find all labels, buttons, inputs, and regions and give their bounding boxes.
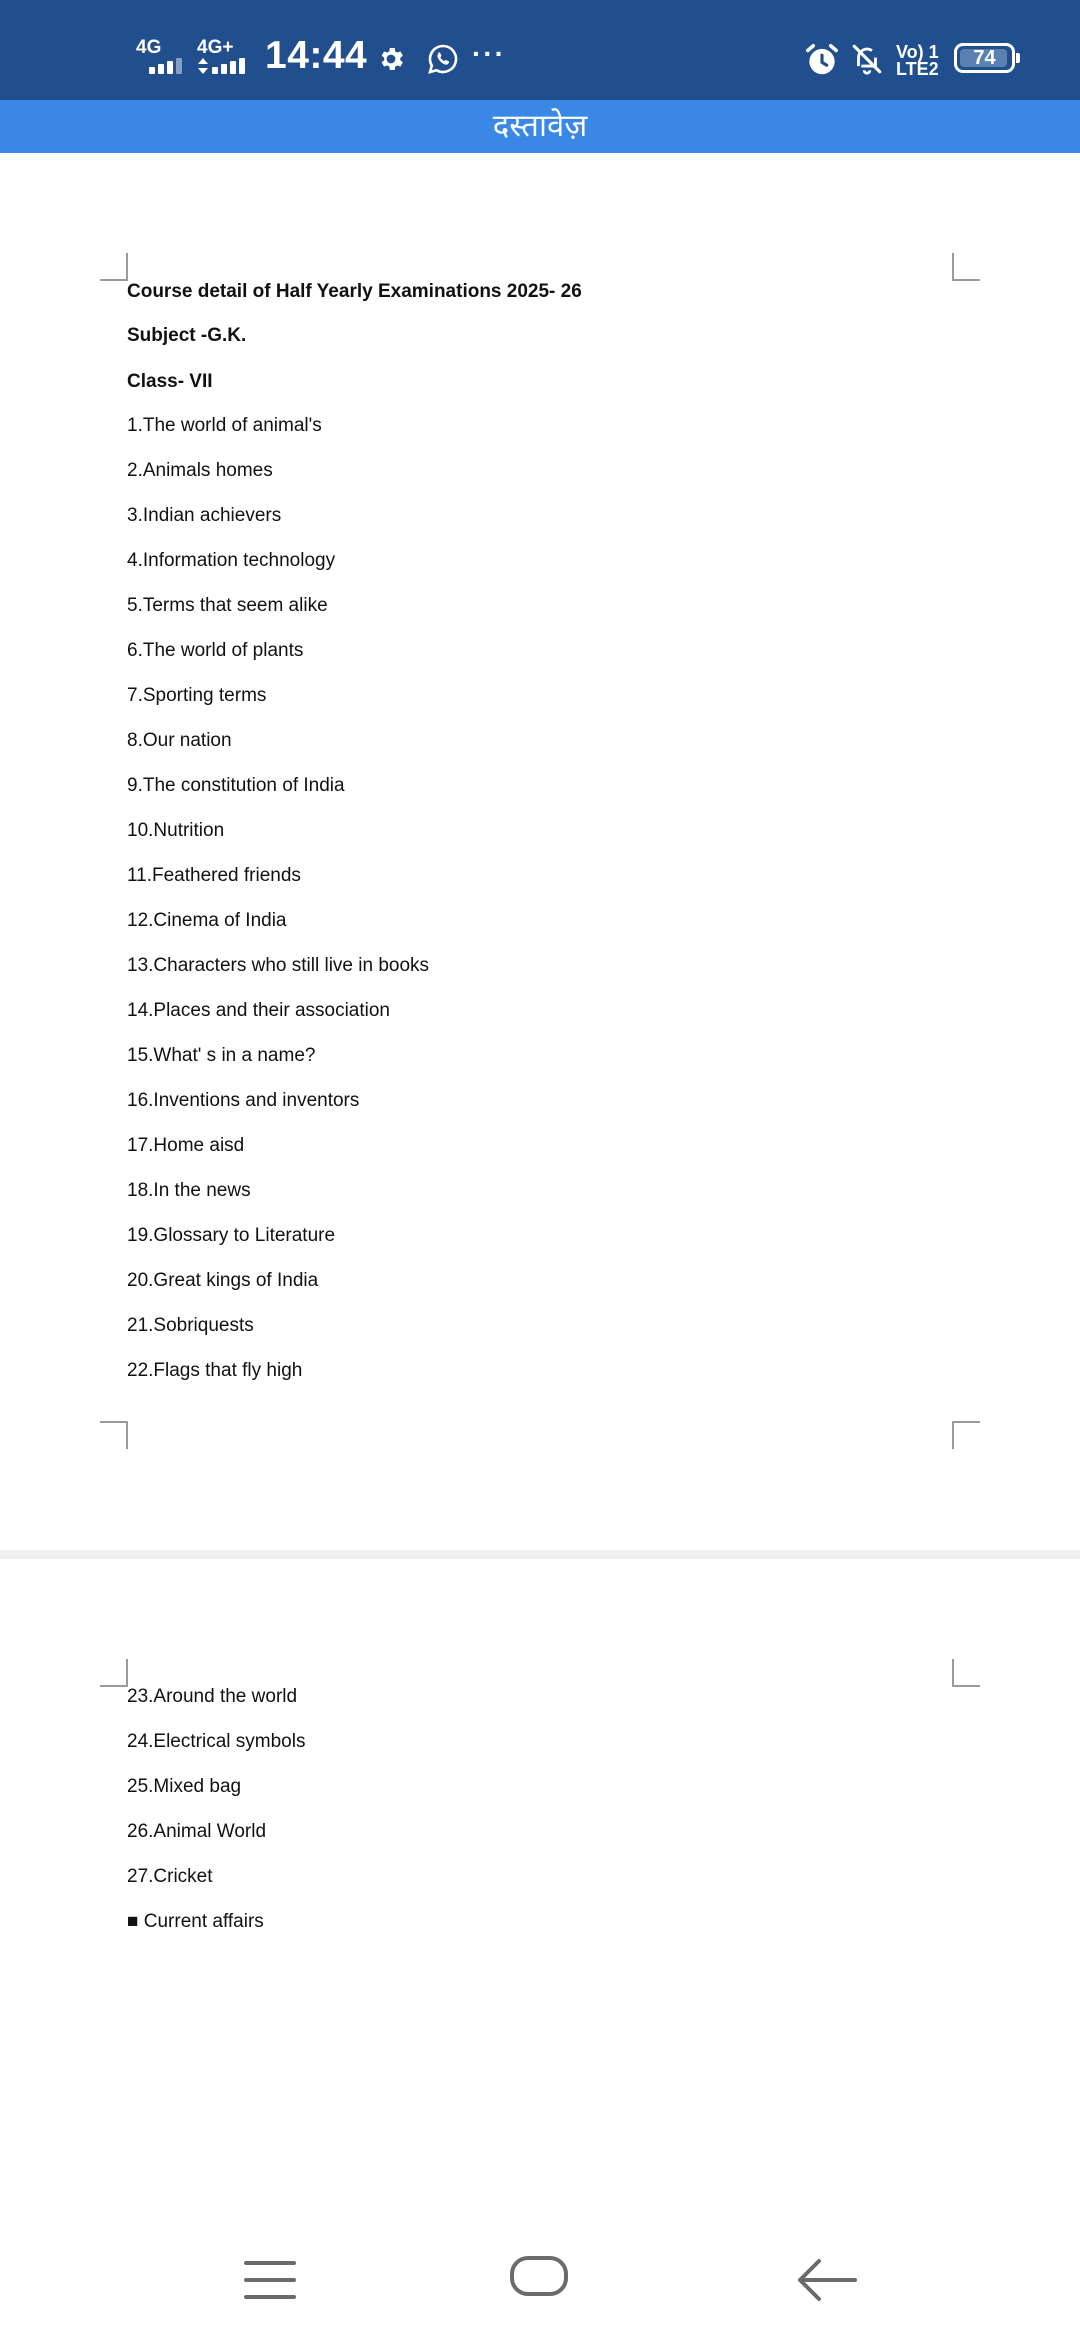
back-arrow-icon[interactable] [775, 2242, 875, 2318]
list-item: ■ Current affairs [127, 1911, 264, 1932]
menu-icon[interactable] [220, 2242, 320, 2318]
page-corner-mark [952, 1421, 980, 1449]
document-heading: Course detail of Half Yearly Examinations 2025- 26 [127, 281, 582, 302]
list-item: 26.Animal World [127, 1821, 267, 1842]
list-item: 4.Information technology [127, 550, 336, 571]
more-notifications-indicator: ··· [472, 38, 506, 69]
list-item: 3.Indian achievers [127, 505, 282, 526]
list-item: 17.Home aisd [127, 1135, 245, 1156]
list-item: 27.Cricket [127, 1866, 213, 1887]
document-title-bar [0, 100, 1080, 153]
whatsapp-icon [427, 43, 459, 80]
list-item: 7.Sporting terms [127, 685, 267, 706]
list-item: 2.Animals homes [127, 460, 273, 481]
list-item: 16.Inventions and inventors [127, 1090, 360, 1111]
document-title: दस्तावेज़ [492, 108, 588, 144]
page-corner-mark [100, 1659, 128, 1687]
page-corner-mark [100, 1421, 128, 1449]
list-item: 24.Electrical symbols [127, 1731, 306, 1752]
document-class: Class- VII [127, 371, 213, 392]
list-item: 13.Characters who still live in books [127, 955, 430, 976]
status-bar [0, 0, 1080, 100]
list-item: 9.The constitution of India [127, 775, 345, 796]
signal-icon [198, 58, 253, 74]
document-subject: Subject -G.K. [127, 325, 247, 346]
list-item: 12.Cinema of India [127, 910, 287, 931]
list-item: 5.Terms that seem alike [127, 595, 328, 616]
system-navigation-bar [0, 2220, 1080, 2340]
list-item: 25.Mixed bag [127, 1776, 242, 1797]
list-item: 20.Great kings of India [127, 1270, 319, 1291]
list-item: 18.In the news [127, 1180, 251, 1201]
list-item: 8.Our nation [127, 730, 232, 751]
list-item: 1.The world of animal's [127, 415, 322, 436]
sim2-network-type: 4G+ [197, 37, 234, 58]
sim1-network-type: 4G [136, 37, 162, 58]
list-item: 21.Sobriquests [127, 1315, 254, 1336]
battery-level: 74 [973, 47, 996, 69]
list-item: 14.Places and their association [127, 1000, 390, 1021]
page-corner-mark [952, 253, 980, 281]
list-item: 6.The world of plants [127, 640, 304, 661]
list-item: 11.Feathered friends [127, 865, 301, 886]
battery-icon [954, 43, 1015, 73]
list-item: 15.What' s in a name? [127, 1045, 316, 1066]
home-icon[interactable] [490, 2242, 590, 2318]
page-corner-mark [100, 253, 128, 281]
list-item: 23.Around the world [127, 1686, 298, 1707]
alarm-clock-icon [803, 41, 841, 84]
document-page-2[interactable] [0, 1559, 1080, 2239]
status-time: 14:44 [265, 34, 368, 77]
list-item: 10.Nutrition [127, 820, 225, 841]
page-corner-mark [952, 1659, 980, 1687]
settings-gear-icon [376, 44, 406, 79]
page-separator [0, 1550, 1080, 1559]
volte-indicator: Vo) 1 LTE2 [896, 42, 939, 79]
signal-icon [149, 58, 189, 74]
list-item: 22.Flags that fly high [127, 1360, 303, 1381]
document-page-1[interactable] [0, 153, 1080, 1550]
list-item: 19.Glossary to Literature [127, 1225, 336, 1246]
notifications-off-icon [850, 42, 884, 81]
